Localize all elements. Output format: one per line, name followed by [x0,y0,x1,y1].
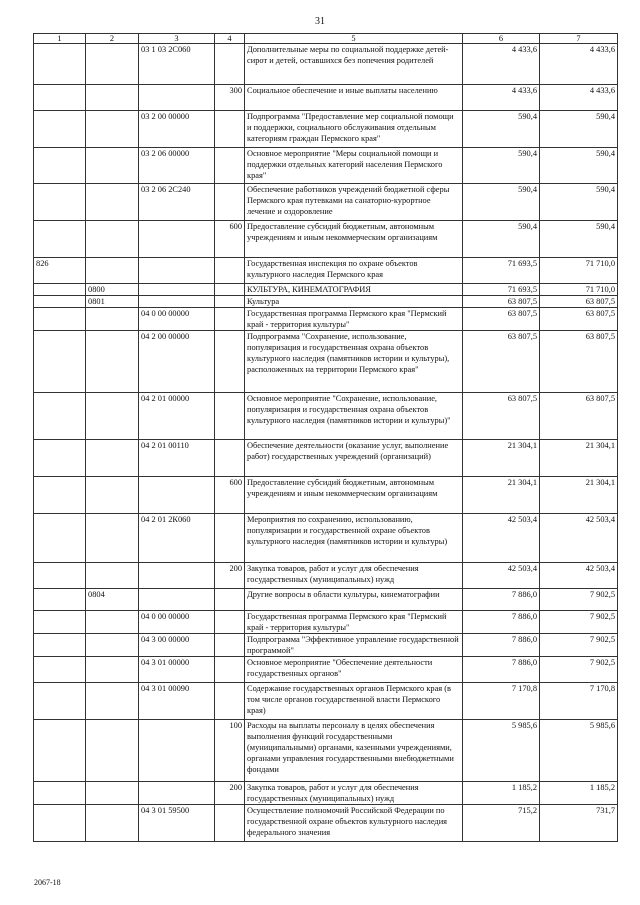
cell-amount-col7: 63 807,5 [540,331,618,393]
cell-section-code [86,308,139,331]
cell-section-code [86,683,139,720]
table-row [34,85,618,111]
cell-ministry-code [34,634,86,657]
cell-target-article [139,782,215,805]
cell-expense-type [215,805,245,842]
cell-section-code [86,514,139,563]
table-row [34,611,618,634]
cell-ministry-code [34,477,86,514]
table-row [34,284,618,296]
cell-section-code: 0801 [86,296,139,308]
cell-target-article: 04 2 01 00000 [139,393,215,440]
budget-table [33,33,618,842]
cell-target-article: 03 2 00 00000 [139,111,215,148]
cell-expense-type [215,440,245,477]
cell-item-name: Закупка товаров, работ и услуг для обеспечения государственных (муниципальных) нужд [245,563,463,589]
cell-section-code [86,440,139,477]
page-number: 31 [315,16,325,27]
cell-amount-col6: 63 807,5 [463,296,540,308]
cell-amount-col7: 7 902,5 [540,589,618,611]
cell-section-code [86,720,139,782]
cell-ministry-code [34,44,86,85]
cell-section-code [86,184,139,221]
cell-target-article: 04 3 01 00090 [139,683,215,720]
table-row [34,720,618,782]
cell-expense-type [215,611,245,634]
cell-ministry-code [34,589,86,611]
column-header-2: 2 [86,34,139,44]
cell-amount-col6: 715,2 [463,805,540,842]
cell-amount-col7: 590,4 [540,148,618,184]
cell-amount-col7: 42 503,4 [540,514,618,563]
cell-expense-type [215,393,245,440]
cell-ministry-code [34,657,86,683]
cell-item-name: Культура [245,296,463,308]
cell-item-name: Предоставление субсидий бюджетным, автономным учреждениям и иным некоммерческим организациям [245,221,463,258]
cell-amount-col6: 7 886,0 [463,611,540,634]
column-header-5: 5 [245,34,463,44]
table-row [34,308,618,331]
cell-expense-type: 300 [215,85,245,111]
cell-amount-col6: 21 304,1 [463,440,540,477]
table-row [34,184,618,221]
cell-item-name: Содержание государственных органов Пермского края (в том числе органов государственной власти Пермского края) [245,683,463,720]
cell-target-article: 04 3 01 59500 [139,805,215,842]
table-row [34,148,618,184]
cell-expense-type [215,44,245,85]
cell-amount-col7: 71 710,0 [540,258,618,284]
cell-expense-type [215,589,245,611]
cell-expense-type [215,258,245,284]
cell-amount-col7: 21 304,1 [540,440,618,477]
cell-ministry-code [34,284,86,296]
cell-amount-col6: 7 170,8 [463,683,540,720]
cell-item-name: Социальное обеспечение и иные выплаты населению [245,85,463,111]
header-row [34,34,618,44]
cell-amount-col7: 590,4 [540,184,618,221]
table-row [34,477,618,514]
cell-section-code [86,782,139,805]
cell-target-article: 04 0 00 00000 [139,308,215,331]
cell-target-article: 03 2 06 00000 [139,148,215,184]
cell-target-article [139,563,215,589]
cell-item-name: Предоставление субсидий бюджетным, автономным учреждениям и иным некоммерческим организациям [245,477,463,514]
cell-expense-type [215,331,245,393]
table-row [34,44,618,85]
cell-amount-col7: 590,4 [540,221,618,258]
cell-amount-col7: 1 185,2 [540,782,618,805]
cell-section-code [86,634,139,657]
cell-amount-col6: 63 807,5 [463,393,540,440]
cell-target-article [139,296,215,308]
cell-target-article [139,477,215,514]
cell-amount-col6: 590,4 [463,184,540,221]
cell-expense-type: 200 [215,782,245,805]
table-row [34,634,618,657]
cell-amount-col7: 21 304,1 [540,477,618,514]
cell-expense-type [215,634,245,657]
cell-amount-col7: 42 503,4 [540,563,618,589]
cell-expense-type [215,308,245,331]
cell-amount-col7: 7 902,5 [540,657,618,683]
cell-ministry-code [34,296,86,308]
cell-target-article [139,720,215,782]
cell-amount-col6: 590,4 [463,111,540,148]
cell-amount-col7: 4 433,6 [540,44,618,85]
cell-target-article: 03 1 03 2С060 [139,44,215,85]
table-row [34,514,618,563]
table-row [34,258,618,284]
cell-item-name: Осуществление полномочий Российской Федерации по государственной охране объектов культурного наследия федерального значения [245,805,463,842]
cell-item-name: Основное мероприятие "Меры социальной помощи и поддержки отдельных категорий населения Пермского края" [245,148,463,184]
cell-ministry-code [34,720,86,782]
cell-section-code [86,331,139,393]
table-row [34,440,618,477]
cell-item-name: Расходы на выплаты персоналу в целях обеспечения выполнения функций государственными (муниципальными) органами, казенными учреждениями, органами управления государственными внебюджетными фондами [245,720,463,782]
cell-target-article [139,284,215,296]
cell-section-code [86,258,139,284]
cell-target-article: 04 2 01 00110 [139,440,215,477]
cell-ministry-code: 826 [34,258,86,284]
cell-section-code [86,477,139,514]
cell-ministry-code [34,331,86,393]
cell-amount-col7: 7 170,8 [540,683,618,720]
cell-amount-col7: 63 807,5 [540,296,618,308]
cell-section-code [86,85,139,111]
cell-target-article [139,258,215,284]
cell-amount-col6: 7 886,0 [463,657,540,683]
cell-amount-col7: 590,4 [540,111,618,148]
cell-item-name: Государственная инспекция по охране объектов культурного наследия Пермского края [245,258,463,284]
cell-item-name: Государственная программа Пермского края "Пермский край - территория культуры" [245,611,463,634]
cell-expense-type [215,296,245,308]
cell-amount-col7: 63 807,5 [540,393,618,440]
cell-amount-col6: 7 886,0 [463,589,540,611]
table-header [34,34,618,44]
cell-ministry-code [34,683,86,720]
cell-amount-col6: 71 693,5 [463,284,540,296]
cell-item-name: Основное мероприятие "Сохранение, использование, популяризация и государственная охрана объектов культурного наследия (памятников истории и культуры)" [245,393,463,440]
cell-target-article [139,589,215,611]
cell-expense-type [215,657,245,683]
cell-ministry-code [34,611,86,634]
cell-ministry-code [34,563,86,589]
cell-target-article: 04 0 00 00000 [139,611,215,634]
cell-ministry-code [34,805,86,842]
cell-amount-col7: 4 433,6 [540,85,618,111]
cell-expense-type [215,284,245,296]
cell-target-article [139,85,215,111]
cell-target-article: 03 2 06 2С240 [139,184,215,221]
cell-amount-col6: 71 693,5 [463,258,540,284]
cell-item-name: Другие вопросы в области культуры, кинематографии [245,589,463,611]
table-row [34,563,618,589]
cell-section-code: 0800 [86,284,139,296]
table-row [34,805,618,842]
cell-item-name: Дополнительные меры по социальной поддержке детей-сирот и детей, оставшихся без попечения родителей [245,44,463,85]
cell-section-code [86,44,139,85]
cell-amount-col7: 7 902,5 [540,634,618,657]
cell-item-name: Закупка товаров, работ и услуг для обеспечения государственных (муниципальных) нужд [245,782,463,805]
cell-ministry-code [34,782,86,805]
cell-amount-col6: 7 886,0 [463,634,540,657]
cell-section-code [86,657,139,683]
cell-item-name: КУЛЬТУРА, КИНЕМАТОГРАФИЯ [245,284,463,296]
cell-section-code [86,148,139,184]
cell-amount-col6: 42 503,4 [463,514,540,563]
cell-amount-col6: 590,4 [463,221,540,258]
column-header-6: 6 [463,34,540,44]
cell-item-name: Подпрограмма "Эффективное управление государственной программой" [245,634,463,657]
column-header-7: 7 [540,34,618,44]
cell-amount-col7: 7 902,5 [540,611,618,634]
column-header-1: 1 [34,34,86,44]
cell-amount-col6: 21 304,1 [463,477,540,514]
cell-expense-type: 100 [215,720,245,782]
cell-section-code [86,805,139,842]
cell-amount-col6: 42 503,4 [463,563,540,589]
cell-expense-type [215,148,245,184]
footer-code: 2067-18 [34,878,61,887]
table-row [34,296,618,308]
table-row [34,111,618,148]
cell-ministry-code [34,85,86,111]
cell-amount-col6: 1 185,2 [463,782,540,805]
cell-expense-type [215,111,245,148]
cell-ministry-code [34,514,86,563]
cell-amount-col6: 4 433,6 [463,44,540,85]
table-row [34,589,618,611]
cell-target-article: 04 3 00 00000 [139,634,215,657]
cell-amount-col7: 71 710,0 [540,284,618,296]
column-header-3: 3 [139,34,215,44]
cell-target-article: 04 2 01 2К060 [139,514,215,563]
cell-item-name: Обеспечение деятельности (оказание услуг, выполнение работ) государственных учреждений (организаций) [245,440,463,477]
cell-ministry-code [34,393,86,440]
cell-item-name: Подпрограмма "Предоставление мер социальной помощи и поддержки, социального обслуживания отдельным категориям граждан Пермского края" [245,111,463,148]
cell-expense-type: 600 [215,477,245,514]
cell-item-name: Подпрограмма "Сохранение, использование, популяризация и государственная охрана объектов культурного наследия (памятников истории и культуры), расположенных на территории Пермского края" [245,331,463,393]
table-row [34,782,618,805]
cell-amount-col7: 5 985,6 [540,720,618,782]
cell-section-code: 0804 [86,589,139,611]
cell-section-code [86,221,139,258]
table-row [34,657,618,683]
table-row [34,331,618,393]
cell-amount-col6: 5 985,6 [463,720,540,782]
cell-expense-type [215,683,245,720]
cell-amount-col6: 4 433,6 [463,85,540,111]
cell-section-code [86,563,139,589]
cell-section-code [86,611,139,634]
cell-item-name: Обеспечение работников учреждений бюджетной сферы Пермского края путевками на санаторно-курортное лечение и оздоровление [245,184,463,221]
column-header-4: 4 [215,34,245,44]
cell-amount-col6: 63 807,5 [463,331,540,393]
cell-ministry-code [34,111,86,148]
cell-target-article: 04 2 00 00000 [139,331,215,393]
cell-expense-type [215,184,245,221]
cell-ministry-code [34,308,86,331]
table-row [34,393,618,440]
cell-item-name: Мероприятия по сохранению, использованию, популяризации и государственной охране объектов культурного наследия (памятников истории и культуры) [245,514,463,563]
cell-expense-type: 200 [215,563,245,589]
cell-item-name: Государственная программа Пермского края "Пермский край - территория культуры" [245,308,463,331]
cell-item-name: Основное мероприятие "Обеспечение деятельности государственных органов" [245,657,463,683]
table-row [34,683,618,720]
cell-section-code [86,111,139,148]
cell-ministry-code [34,148,86,184]
cell-amount-col6: 63 807,5 [463,308,540,331]
cell-amount-col6: 590,4 [463,148,540,184]
cell-expense-type [215,514,245,563]
cell-ministry-code [34,221,86,258]
cell-ministry-code [34,184,86,221]
cell-amount-col7: 63 807,5 [540,308,618,331]
cell-ministry-code [34,440,86,477]
cell-target-article: 04 3 01 00000 [139,657,215,683]
cell-amount-col7: 731,7 [540,805,618,842]
cell-section-code [86,393,139,440]
table-row [34,221,618,258]
table-body [34,44,618,842]
cell-expense-type: 600 [215,221,245,258]
cell-target-article [139,221,215,258]
